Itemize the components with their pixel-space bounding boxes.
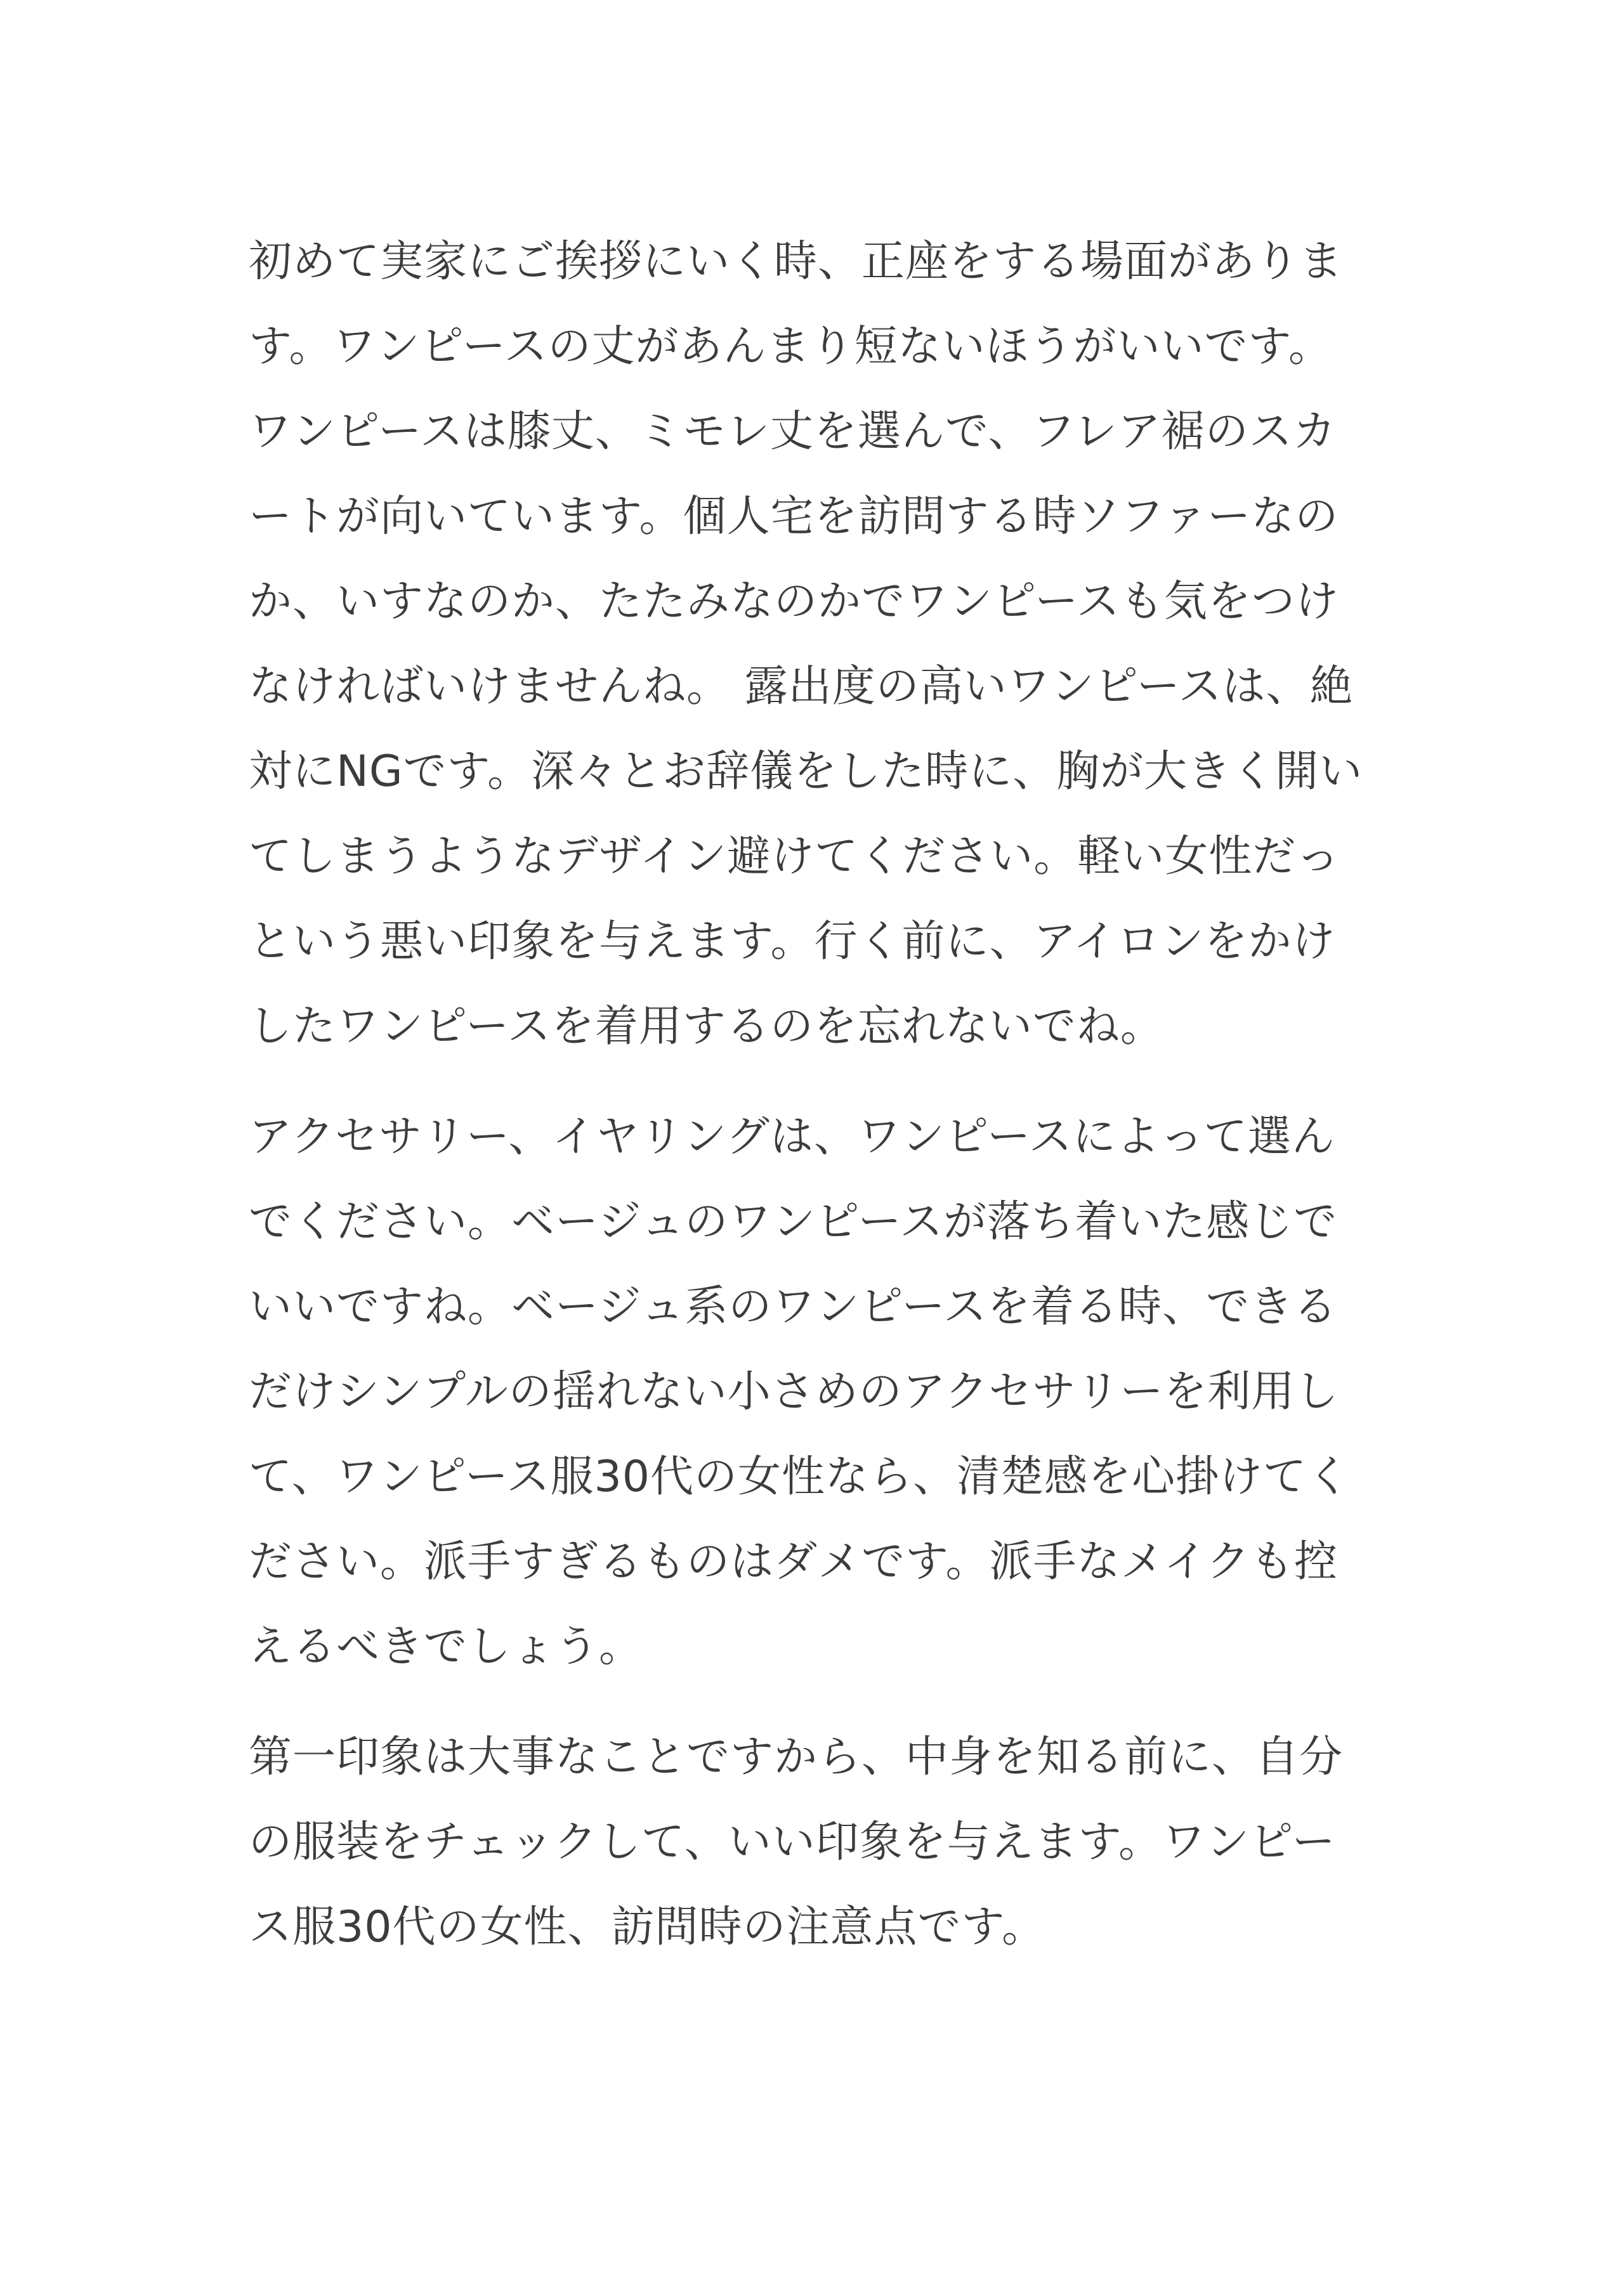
text-line: か、いすなのか、たたみなのかでワンピースも気をつけ [249, 577, 1339, 627]
text-line: したワンピースを着用するのを忘れないでね。 [249, 1001, 1164, 1052]
text-line: という悪い印象を与えます。行く前に、アイロンをかけ [249, 916, 1336, 967]
text-line: ださい。派手すぎるものはダメです。派手なメイクも控 [249, 1537, 1338, 1587]
article-body [249, 219, 1391, 1970]
paragraph-visit-etiquette [249, 219, 1391, 1069]
text-line: 第一印象は大事なことですから、中身を知る前に、自分 [249, 1732, 1344, 1782]
text-line: いいですね。ベージュ系のワンピースを着る時、できる [249, 1282, 1338, 1332]
text-line: の服装をチェックして、いい印象を与えます。ワンピー [249, 1817, 1336, 1867]
text-line: 初めて実家にご挨拶にいく時、正座をする場面がありま [249, 237, 1344, 287]
paragraph-accessories [249, 1095, 1391, 1690]
text-line: 対にNGです。深々とお辞儀をした時に、胸が大きく開い [249, 747, 1363, 797]
text-line: てしまうようなデザイン避けてください。軽い女性だっ [249, 832, 1340, 882]
text-line: だけシンプルの揺れない小さめのアクセサリーを利用し [249, 1367, 1339, 1417]
text-line: でください。ベージュのワンピースが落ち着いた感じで [249, 1197, 1338, 1247]
text-line: ートが向いています。個人宅を訪問する時ソファーなの [249, 492, 1339, 542]
text-line: えるべきでしょう。 [249, 1622, 643, 1672]
text-line: ワンピースは膝丈、ミモレ丈を選んで、フレア裾のスカ [249, 407, 1337, 457]
paragraph-first-impression [249, 1715, 1391, 1970]
text-line: なければいけませんね。 露出度の高いワンピースは、絶 [249, 662, 1354, 712]
text-line: アクセサリー、イヤリングは、ワンピースによって選ん [249, 1112, 1335, 1162]
text-line: ス服30代の女性、訪問時の注意点です。 [249, 1902, 1046, 1952]
text-line: て、ワンピース服30代の女性なら、清楚感を心掛けてく [249, 1452, 1351, 1502]
text-line: す。ワンピースの丈があんまり短ないほうがいいです。 [249, 322, 1333, 372]
